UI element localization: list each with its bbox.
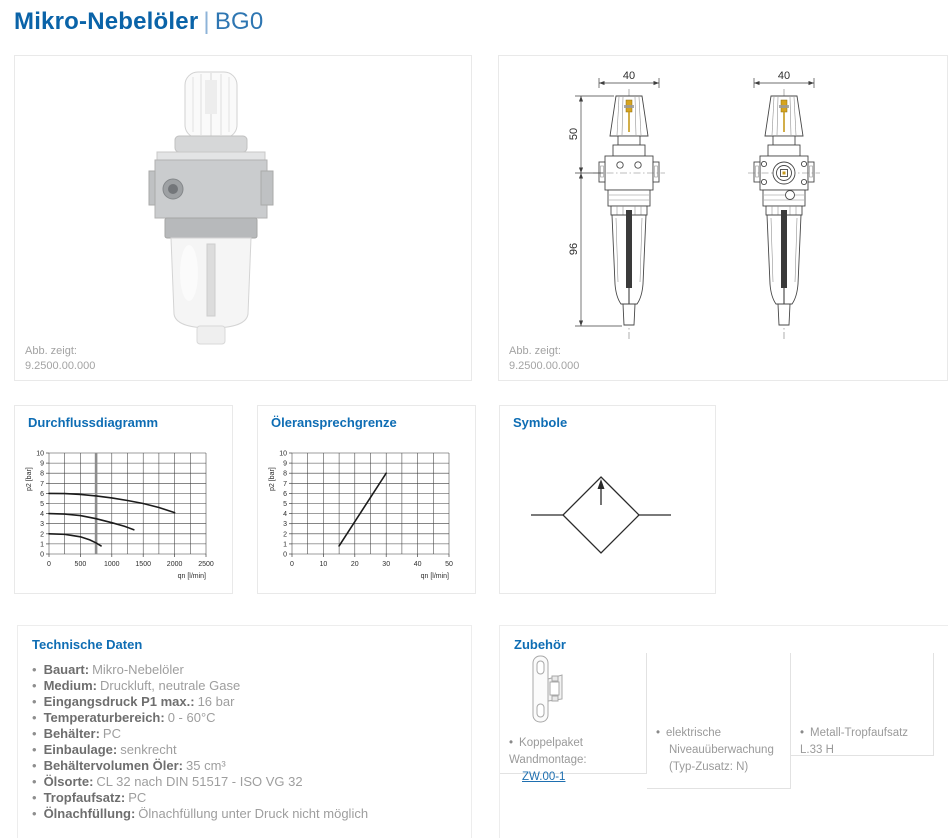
tech-item-einbaulage: • Einbaulage: senkrecht [32, 742, 177, 757]
svg-text:7: 7 [40, 480, 44, 488]
accessory-level-monitor-text: • elektrische Niveauüberwachung (Typ-Zusatz: N) [656, 727, 774, 773]
svg-text:p2 [bar]: p2 [bar] [26, 467, 33, 491]
flow-chart [23, 445, 228, 585]
technical-drawing-panel [498, 55, 948, 381]
svg-text:9: 9 [283, 460, 287, 468]
accessory-metal-drip-cell [791, 653, 934, 756]
symbols-title: Symbole [513, 415, 568, 430]
product-photo-panel [14, 55, 472, 381]
svg-text:1: 1 [40, 541, 44, 549]
bullet-icon: • [32, 774, 37, 789]
tech-item-tropfaufsatz: • Tropfaufsatz: PC [32, 790, 147, 805]
svg-text:40: 40 [413, 561, 422, 568]
photo-caption [25, 344, 95, 374]
technical-data-title: Technische Daten [32, 637, 143, 652]
accessories-cells [500, 653, 934, 789]
symbols-panel [499, 405, 716, 594]
svg-text:2500: 2500 [198, 561, 214, 568]
tech-item-oelsorte: • Ölsorte: CL 32 nach DIN 51517 - ISO VG 32 [32, 774, 303, 789]
dim-lower-height: 96 [568, 242, 580, 256]
svg-text:3: 3 [40, 521, 44, 529]
wall-mount-bracket-icon [526, 655, 568, 725]
svg-text:qn [l/min]: qn [l/min] [420, 573, 449, 580]
tech-item-temperaturbereich: • Temperaturbereich: 0 - 60°C [32, 710, 216, 725]
bullet-icon: • [32, 758, 37, 773]
flow-chart-panel [14, 405, 233, 594]
tech-item-bauart: • Bauart: Mikro-Nebelöler [32, 662, 184, 677]
svg-text:p2 [bar]: p2 [bar] [269, 467, 276, 491]
technical-drawing [499, 68, 909, 368]
product-photo-illustration [111, 68, 311, 348]
page-title-separator: | [203, 8, 210, 35]
oil-response-chart [266, 445, 471, 585]
drawing-caption [509, 344, 579, 374]
dim-front-width: 40 [622, 70, 636, 82]
bullet-icon: • [32, 806, 37, 821]
dim-side-width: 40 [777, 70, 791, 82]
bullet-icon: • [32, 726, 37, 741]
dim-upper-height: 50 [568, 127, 580, 141]
page-title-main: Mikro-Nebelöler [14, 8, 199, 35]
drawing-caption-line2: 9.2500.00.000 [509, 360, 580, 372]
bullet-icon: • [32, 742, 37, 757]
svg-text:500: 500 [74, 561, 87, 568]
photo-caption-line2: 9.2500.00.000 [25, 360, 96, 372]
oil-response-panel [257, 405, 476, 594]
svg-text:4: 4 [283, 511, 287, 519]
svg-text:qn [l/min]: qn [l/min] [177, 573, 206, 580]
accessory-level-monitor-cell [647, 653, 791, 789]
svg-text:9: 9 [40, 460, 44, 468]
tech-item-behaeltervolumen: • Behältervolumen Öler: 35 cm³ [32, 758, 226, 773]
svg-text:0: 0 [40, 551, 44, 559]
svg-text:50: 50 [445, 561, 453, 568]
svg-text:10: 10 [319, 561, 328, 568]
technical-data-panel [17, 625, 472, 838]
tech-item-medium: • Medium: Druckluft, neutrale Gase [32, 678, 241, 693]
bullet-icon: • [32, 678, 37, 693]
tech-item-eingangsdruck: • Eingangsdruck P1 max.: 16 bar [32, 694, 235, 709]
tech-item-behaelter: • Behälter: PC [32, 726, 121, 741]
drawing-side-view [748, 70, 820, 340]
svg-text:0: 0 [283, 551, 287, 559]
page-title-subtitle: BG0 [214, 8, 264, 35]
accessory-wall-mount-text [509, 735, 642, 786]
svg-text:2: 2 [283, 531, 287, 539]
bullet-icon: • [656, 727, 661, 739]
page-title [14, 8, 263, 36]
lubricator-symbol-icon [521, 460, 681, 570]
svg-text:10: 10 [279, 450, 287, 458]
bullet-icon: • [509, 737, 514, 749]
technical-data-list [32, 662, 368, 822]
svg-text:7: 7 [283, 480, 287, 488]
svg-text:1: 1 [283, 541, 287, 549]
svg-text:6: 6 [40, 490, 44, 498]
svg-text:1500: 1500 [135, 561, 151, 568]
accessory-metal-drip-label: Metall-Tropfaufsatz L.33 H [800, 727, 909, 756]
accessory-wall-mount-label: Koppelpaket Wandmontage: [509, 737, 587, 766]
svg-text:5: 5 [283, 501, 287, 508]
svg-text:8: 8 [283, 470, 287, 478]
svg-text:30: 30 [382, 561, 391, 568]
drawing-caption-line1: Abb. zeigt: [509, 345, 561, 357]
svg-text:1000: 1000 [104, 561, 120, 568]
accessory-metal-drip-text [800, 725, 929, 759]
oil-response-title: Öleransprechgrenze [271, 415, 397, 430]
bullet-icon: • [32, 662, 37, 677]
svg-text:10: 10 [36, 450, 44, 458]
accessory-wall-mount-link[interactable]: ZW.00-1 [522, 771, 566, 783]
accessories-title: Zubehör [514, 637, 566, 652]
svg-text:4: 4 [40, 511, 44, 519]
bullet-icon: • [800, 727, 805, 739]
svg-text:2000: 2000 [166, 561, 183, 568]
photo-caption-line1: Abb. zeigt: [25, 345, 77, 357]
svg-text:3: 3 [283, 521, 287, 529]
bullet-icon: • [32, 790, 37, 805]
bullet-icon: • [32, 694, 37, 709]
svg-text:5: 5 [40, 501, 44, 508]
bullet-icon: • [32, 710, 37, 725]
svg-text:6: 6 [283, 490, 287, 498]
flow-chart-title: Durchflussdiagramm [28, 415, 159, 430]
accessories-panel [499, 625, 948, 838]
svg-text:2: 2 [40, 531, 44, 539]
svg-text:8: 8 [40, 470, 44, 478]
accessory-wall-mount-cell [500, 653, 647, 783]
tech-item-oelnachfuellung: • Ölnachfüllung: Ölnachfüllung unter Druck nicht möglich [32, 806, 369, 821]
svg-text:0: 0 [290, 561, 294, 568]
svg-text:20: 20 [350, 561, 359, 568]
svg-text:0: 0 [47, 561, 51, 568]
drawing-front-view [568, 70, 665, 340]
